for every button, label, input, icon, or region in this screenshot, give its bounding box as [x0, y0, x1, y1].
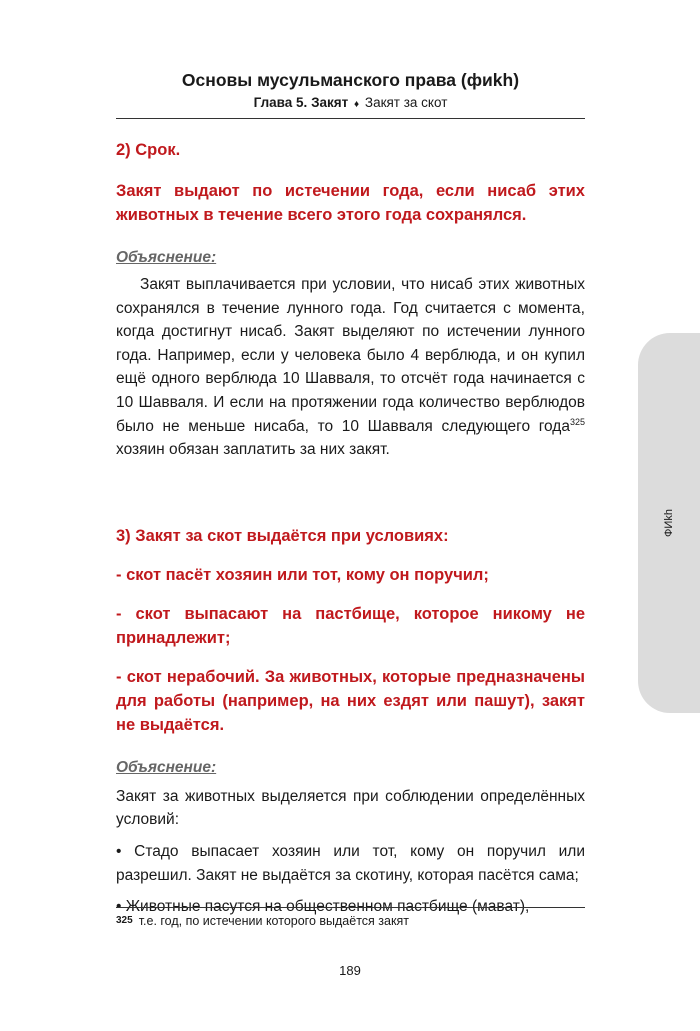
- section-3-explanation-label: Объяснение:: [116, 758, 217, 776]
- book-title: Основы мусульманского права (фиkh): [181, 70, 520, 90]
- section-3-bullet-2: • Животные пасутся на общественном пастбище (мават),: [116, 898, 530, 916]
- side-thumb-tab: [638, 333, 700, 713]
- section-3-item-2: - скот выпасают на пастбище, которое никому не принадлежит;: [116, 604, 585, 647]
- section-2-heading: 2) Срок.: [116, 141, 181, 159]
- section-3-item-1: - скот пасёт хозяин или тот, кому он поручил;: [116, 565, 489, 584]
- section-2-body-end: хозяин обязан заплатить за них закят.: [116, 441, 390, 459]
- chapter-label: Глава 5. Закят: [253, 95, 349, 110]
- section-3-body: Закят за животных выделяется при соблюдении определённых условий:: [116, 787, 585, 829]
- footnote-ref: 325: [569, 416, 585, 427]
- chapter-line: [116, 92, 585, 116]
- footnote-text: т.е. год, по истечении которого выдаётся закят: [138, 914, 409, 928]
- footnote-number: 325: [116, 915, 133, 926]
- footnote-divider: [116, 907, 585, 908]
- section-2-rule: Закят выдают по истечении года, если нисаб этих животных в течение всего этого года сохранялся.: [116, 182, 585, 224]
- page-content: [116, 138, 585, 919]
- running-header: [116, 68, 585, 116]
- section-2-body: [116, 273, 585, 462]
- header-divider: [116, 118, 585, 119]
- side-tab-label: ФИkh: [663, 509, 675, 537]
- page-number: 189: [339, 963, 361, 978]
- footnote: [116, 913, 585, 929]
- section-2-explanation-label: Объяснение:: [116, 249, 217, 266]
- diamond-separator-icon: ♦: [354, 99, 360, 110]
- section-3-heading: 3) Закят за скот выдаётся при условиях:: [116, 526, 449, 545]
- section-3-bullet-1: • Стадо выпасает хозяин или тот, кому он поручил или разрешил. Закят не выдаётся за скотину, которая пасётся сама;: [116, 842, 585, 884]
- section-2-body-text: Закят выплачивается при условии, что нисаб этих животных сохранялся в течение лунного года. Год считается с момента, когда достигнут нисаб. Закят выделяют по истечении лунного года. Например, если у человека было 4 верблюда, и он купил ещё одного верблюда 10 Шавваля, то отсчёт года начинается с 10 Шавваля. И если на протяжении года количество верблюдов было не меньше нисаба, то 10 Шавваля следующего года: [116, 276, 585, 435]
- section-label: Закят за скот: [364, 95, 448, 110]
- section-3-item-3: - скот нерабочий. За животных, которые предназначены для работы (например, на них ездят или пашут), закят не выдаётся.: [116, 667, 585, 734]
